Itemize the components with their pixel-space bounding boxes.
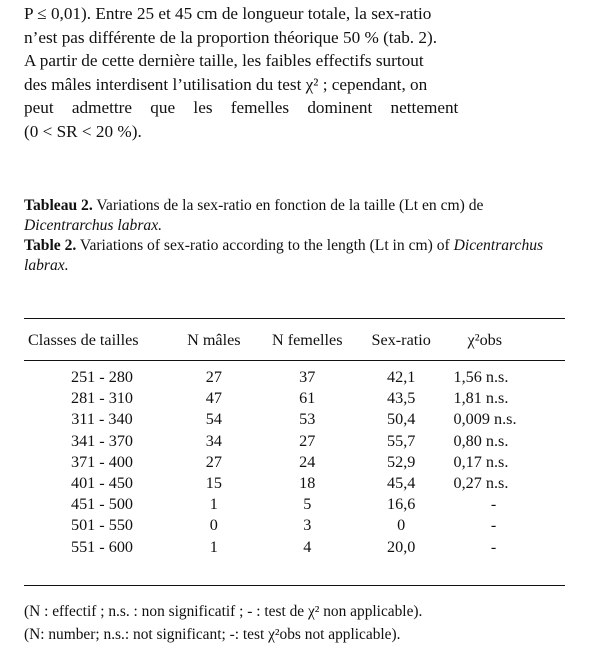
paragraph-line: n’est pas différente de la proportion théorique 50 % (tab. 2). [24,27,438,47]
cell-sex-ratio: 20,0 [387,537,416,556]
paragraph-line: A partir de cette dernière taille, les faibles effectifs surtout [24,51,424,70]
table-row [24,515,565,536]
cell-n-females: 27 [299,431,316,450]
cell-sex-ratio: 52,9 [387,452,416,471]
cell-chi2-obs: 1,56 n.s. [453,368,509,387]
paragraph-line: peut admettre que les femelles dominent nettement [24,98,459,117]
paragraph-line: P ≤ 0,01). Entre 25 et 45 cm de longueur totale, la sex-ratio [24,4,432,23]
cell-sex-ratio: 43,5 [387,389,416,408]
table-header-row [24,323,565,357]
cell-n-males: 47 [205,389,222,408]
table-notes [24,600,584,646]
note-french: (N : effectif ; n.s. : non significatif ; - : test de χ² non applicable). [24,603,423,620]
cell-sex-ratio: 16,6 [387,495,416,514]
header-chi2-obs: χ²obs [467,330,503,349]
cell-size-class: 371 - 400 [70,452,134,471]
cell-n-males: 27 [205,368,222,387]
cell-n-females: 5 [303,495,312,514]
cell-size-class: 451 - 500 [70,495,134,514]
cell-value: - [490,495,497,514]
cell-n-males: 0 [209,516,218,535]
caption-species: Dicentrarchus labrax. [24,217,163,234]
cell-size-class: 311 - 340 [71,410,133,429]
header-sex-ratio: Sex-ratio [371,330,431,349]
cell-chi2-obs: 0,27 n.s. [453,474,509,493]
body-paragraph [24,2,570,143]
caption-species: Dicentrarchus labrax. [24,237,544,274]
table-caption-french [24,196,572,236]
table-row [24,357,565,388]
paragraph-line: des mâles interdisent l’utilisation du test χ² ; cependant, on [24,74,428,94]
cell-n-females: 24 [299,452,316,471]
cell-n-males: 34 [205,431,222,450]
cell-chi2-obs: 1,81 n.s. [453,389,509,408]
table-row [24,473,565,494]
cell-n-females: 53 [299,410,316,429]
cell-n-males: 15 [205,474,222,493]
note-english: (N: number; n.s.: not significant; -: test χ²obs not applicable). [24,626,401,643]
header-n-females: N femelles [271,330,343,349]
sex-ratio-table [24,323,565,558]
cell-sex-ratio: 45,4 [387,474,416,493]
cell-chi2-obs: 0,17 n.s. [453,452,509,471]
cell-n-females: 61 [299,389,316,408]
table-bottom-rule [24,585,565,586]
caption-label: Table 2. [24,237,77,254]
cell-chi2-obs [444,494,565,515]
cell-size-class: 551 - 600 [70,537,134,556]
cell-chi2-obs: 0,80 n.s. [453,431,509,450]
cell-sex-ratio: 0 [397,516,406,535]
header-n-males: N mâles [187,330,241,349]
cell-size-class: 281 - 310 [70,389,134,408]
cell-n-males: 1 [209,537,218,556]
caption-text: Variations de la sex-ratio en fonction de la taille (Lt en cm) de [92,197,484,214]
cell-n-females: 3 [303,516,312,535]
cell-n-females: 4 [303,537,312,556]
cell-n-males: 27 [205,452,222,471]
cell-chi2-obs: 0,009 n.s. [453,410,517,429]
cell-chi2-obs [444,515,565,536]
cell-n-females: 37 [299,368,316,387]
cell-value: - [490,537,497,556]
cell-size-class: 401 - 450 [70,474,134,493]
table-caption-english [24,236,572,276]
table-top-rule [24,318,565,319]
table-row [24,388,565,409]
table-row [24,452,565,473]
table-row [24,409,565,430]
cell-value: - [490,516,497,535]
cell-chi2-obs [444,537,565,558]
table-row [24,431,565,452]
cell-n-males: 54 [205,410,222,429]
cell-sex-ratio: 55,7 [387,431,416,450]
header-size-classes: Classes de tailles [28,330,139,349]
caption-text: Variations of sex-ratio according to the length (Lt in cm) of [76,237,454,254]
paragraph-line: (0 < SR < 20 %). [24,121,142,141]
caption-label: Tableau 2. [24,197,93,214]
cell-sex-ratio: 42,1 [387,368,416,387]
cell-n-males: 1 [209,495,218,514]
cell-size-class: 341 - 370 [70,431,134,450]
cell-size-class: 251 - 280 [70,368,134,387]
cell-n-females: 18 [299,474,316,493]
cell-size-class: 501 - 550 [70,516,134,535]
table-row [24,537,565,558]
table-row [24,494,565,515]
cell-sex-ratio: 50,4 [387,410,416,429]
